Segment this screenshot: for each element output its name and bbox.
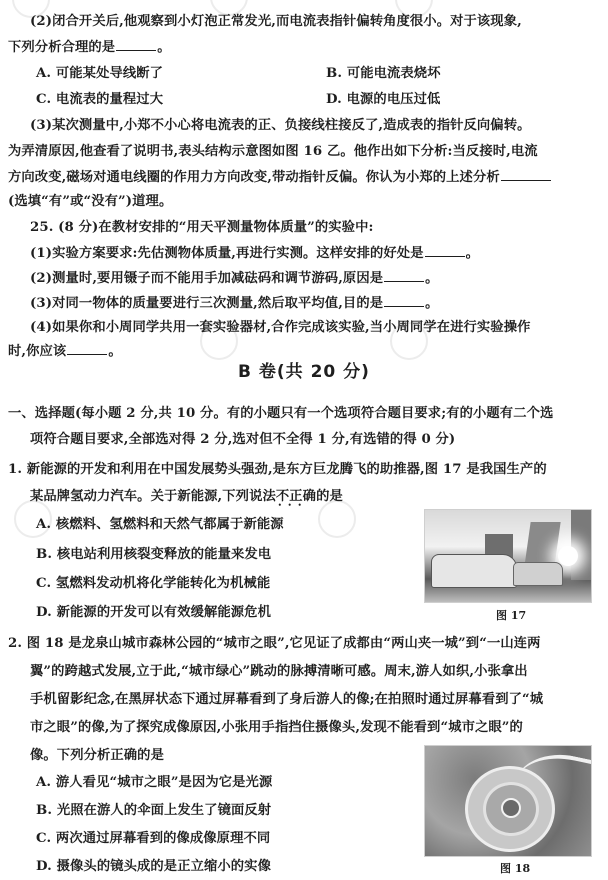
watermark-logo — [318, 500, 356, 538]
q24-option-b[interactable]: B. 可能电流表烧坏 — [326, 66, 441, 81]
q24-option-c[interactable]: C. 电流表的量程过大 — [36, 92, 164, 107]
q25-part4-line2: 时,你应该 。 — [8, 344, 122, 359]
b-q2-line4: 市之眼”的像,为了探究成像原因,小张用手指挡住摄像头,发现不能看到“城市之眼”的 — [30, 720, 523, 735]
figure-18-caption: 图 18 — [500, 862, 531, 875]
answer-blank[interactable] — [501, 179, 551, 181]
b-q1-option-c[interactable]: C. 氢燃料发动机将化学能转化为机械能 — [36, 576, 271, 591]
q24-part2-stem-line1: (2)闭合开关后,他观察到小灯泡正常发光,而电流表指针偏转角度很小。对于该现象, — [30, 14, 522, 29]
answer-blank[interactable] — [425, 255, 465, 257]
b-q2-option-d[interactable]: D. 摄像头的镜头成的是正立缩小的实像 — [36, 859, 271, 874]
q25-part3: (3)对同一物体的质量要进行三次测量,然后取平均值,目的是 。 — [30, 296, 439, 311]
b-q1-option-a[interactable]: A. 核燃料、氢燃料和天然气都属于新能源 — [36, 517, 284, 532]
q25-header: 25. (8 分)在教材安排的“用天平测量物体质量”的实验中: — [30, 220, 374, 235]
answer-blank[interactable] — [384, 305, 424, 307]
figure-18-city-eye-aerial-photo — [424, 745, 592, 857]
q24-part2-stem-text: 下列分析合理的是 — [8, 40, 116, 55]
answer-blank[interactable] — [116, 49, 156, 51]
q24-option-a[interactable]: A. 可能某处导线断了 — [36, 66, 164, 81]
b-q1-option-b[interactable]: B. 核电站利用核裂变释放的能量来发电 — [36, 547, 272, 562]
q24-part2-stem-line2: 下列分析合理的是 。 — [8, 40, 171, 55]
b-q2-option-c[interactable]: C. 两次通过屏幕看到的像成像原理不同 — [36, 831, 271, 846]
q25-part2: (2)测量时,要用镊子而不能用手加减砝码和调节游码,原因是 。 — [30, 271, 439, 286]
b-q1-line1: 1. 新能源的开发和利用在中国发展势头强劲,是东方巨龙腾飞的助推器,图 17 是我国生产的 — [8, 462, 547, 477]
q24-part3-line3: 方向改变,磁场对通电线圈的作用力方向改变,带动指针反偏。你认为小郑的上述分析 — [8, 166, 552, 185]
b-q2-line5: 像。下列分析正确的是 — [30, 748, 164, 763]
b-q1-line2: 某品牌氢动力汽车。关于新能源,下列说法不正确 • • •的是 — [30, 485, 343, 504]
emphasis-dotted-text: 不正确 • • • — [276, 489, 316, 504]
section-b-instructions-line1: 一、选择题(每小题 2 分,共 10 分。有的小题只有一个选项符合题目要求;有的小题有二个选 — [8, 406, 554, 421]
q24-part3-line4: (选填“有”或“没有”)道理。 — [8, 194, 173, 209]
figure-17-hydrogen-bus-photo — [424, 509, 592, 603]
b-q2-option-b[interactable]: B. 光照在游人的伞面上发生了镜面反射 — [36, 803, 272, 818]
q24-part3-line1: (3)某次测量中,小郑不小心将电流表的正、负接线柱接反了,造成表的指针反向偏转。 — [30, 118, 531, 133]
section-b-instructions-line2: 项符合题目要求,全部选对得 2 分,选对但不全得 1 分,有选错的得 0 分) — [30, 432, 456, 447]
figure-17-caption: 图 17 — [496, 609, 527, 622]
b-q2-line1: 2. 图 18 是龙泉山城市森林公园的“城市之眼”,它见证了成都由“两山夹一城”到“一山连两 — [8, 636, 541, 651]
q25-part4-line1: (4)如果你和小周同学共用一套实验器材,合作完成该实验,当小周同学在进行实验操作 — [30, 320, 531, 335]
b-q2-line2: 翼”的跨越式发展,立于此,“城市绿心”跳动的脉搏清晰可感。周末,游人如织,小张拿出 — [30, 664, 528, 679]
answer-blank[interactable] — [67, 353, 107, 355]
q24-option-d[interactable]: D. 电源的电压过低 — [326, 92, 441, 107]
q25-part1: (1)实验方案要求:先估测物体质量,再进行实测。这样安排的好处是 。 — [30, 246, 479, 261]
b-q1-option-d[interactable]: D. 新能源的开发可以有效缓解能源危机 — [36, 605, 271, 620]
b-q2-line3: 手机留影纪念,在黑屏状态下通过屏幕看到了身后游人的像;在拍照时通过屏幕看到了“城 — [30, 692, 544, 707]
q24-part3-line2: 为弄清原因,他查看了说明书,表头结构示意图如图 16 乙。他作出如下分析:当反接时,电流 — [8, 144, 538, 159]
b-q2-option-a[interactable]: A. 游人看见“城市之眼”是因为它是光源 — [36, 775, 273, 790]
section-b-title: B 卷(共 20 分) — [238, 362, 370, 382]
answer-blank[interactable] — [384, 280, 424, 282]
